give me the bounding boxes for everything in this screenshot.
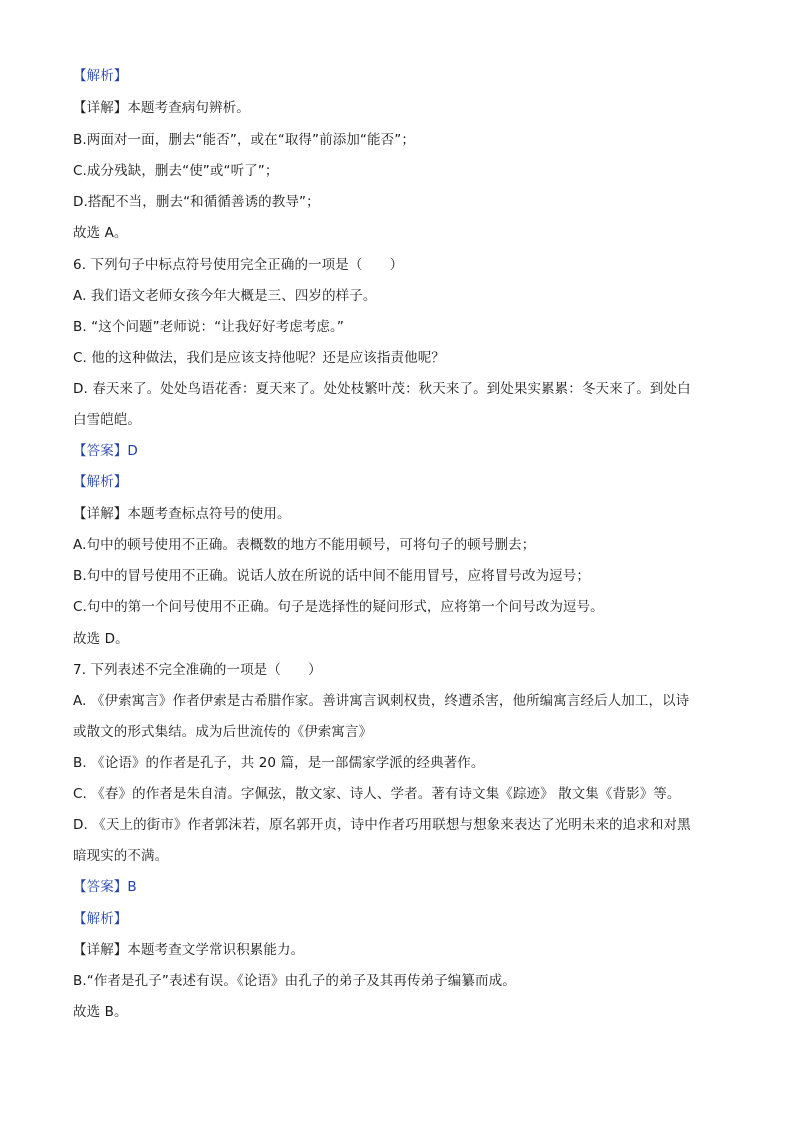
option-a-continued: 或散文的形式集结。成为后世流传的《伊索寓言》 [73,724,373,740]
option-b: B. “这个问题”老师说：“让我好好考虑考虑。” [73,319,344,335]
detail-line: 【详解】本题考查文学常识积累能力。 [73,942,305,958]
conclusion-line: 故选 D。 [73,631,129,647]
explanation-line: A.句中的顿号使用不正确。表概数的地方不能用顿号，可将句子的顿号删去； [73,537,536,553]
option-a: A. 《伊索寓言》作者伊索是古希腊作家。善讲寓言讽刺权贵，终遭杀害，他所编寓言经后人加工，以诗 [73,693,690,709]
conclusion-line: 故选 B。 [73,1004,128,1020]
option-d: D. 春天来了。处处鸟语花香：夏天来了。处处枝繁叶茂：秋天来了。到处果实累累：冬天来了。到处白 [73,381,691,397]
option-d-continued: 白雪皑皑。 [73,412,141,428]
explanation-line: D.搭配不当，删去“和循循善诱的教导”； [73,194,320,210]
analysis-heading: 【解析】 [73,911,128,927]
question-7: 7. 下列表述不完全准确的一项是（ ） [73,662,322,678]
option-c: C. 《春》的作者是朱自清。字佩弦，散文家、诗人、学者。著有诗文集《踪迹》 散文集《背影》等。 [73,786,681,802]
explanation-line: B.句中的冒号使用不正确。说话人放在所说的话中间不能用冒号，应将冒号改为逗号； [73,568,590,584]
explanation-line: C.成分残缺，删去“使”或“听了”； [73,163,279,179]
analysis-heading: 【解析】 [73,68,128,84]
option-b: B. 《论语》的作者是孔子，共 20 篇，是一部儒家学派的经典著作。 [73,755,485,771]
explanation-line: B.两面对一面，删去“能否”，或在“取得”前添加“能否”； [73,132,415,148]
question-6: 6. 下列句子中标点符号使用完全正确的一项是（ ） [73,257,404,273]
analysis-heading: 【解析】 [73,474,128,490]
answer-heading: 【答案】D [73,443,138,459]
answer-heading: 【答案】B [73,879,137,895]
detail-line: 【详解】本题考查病句辨析。 [73,100,250,116]
explanation-line: C.句中的第一个问号使用不正确。句子是选择性的疑问形式，应将第一个问号改为逗号。 [73,599,604,615]
option-d: D. 《天上的街市》作者郭沫若，原名郭开贞，诗中作者巧用联想与想象来表达了光明未来的追求和对黑 [73,817,691,833]
explanation-line: B.“作者是孔子”表述有误。《论语》由孔子的弟子及其再传弟子编纂而成。 [73,973,516,989]
detail-line: 【详解】本题考查标点符号的使用。 [73,506,291,522]
option-d-continued: 暗现实的不满。 [73,848,169,864]
option-a: A. 我们语文老师女孩今年大概是三、四岁的样子。 [73,288,377,304]
option-c: C. 他的这种做法，我们是应该支持他呢？还是应该指责他呢？ [73,350,445,366]
conclusion-line: 故选 A。 [73,225,128,241]
